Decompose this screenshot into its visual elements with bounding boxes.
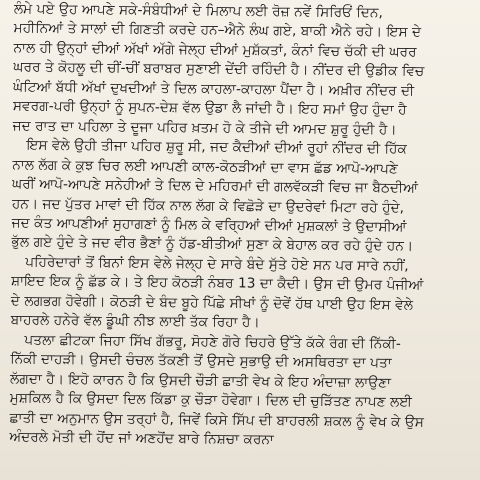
text-line: ਛਾਤੀ ਦਾ ਅਨੁਮਾਨ ਉਸ ਤਰ੍ਹਾਂ ਹੈ, ਜਿਵੇਂ ਕਿਸੇ ਸਿੱਪ ਦੀ ਬਾਹਰਲੀ ਸ਼ਕਲ ਨੂੰ ਵੇਖ ਕੇ ਉਸ	[9, 409, 425, 430]
text-line: ਅੰਦਰਲੇ ਮੋਤੀ ਦੀ ਹੋਂਦ ਜਾਂ ਅਣਹੋਂਦ ਬਾਰੇ ਨਿਸ਼ਚਾ ਕਰਨਾ	[9, 428, 275, 448]
text-line: ਲੰਮੇ ਪਏ ਉਹ ਆਪਣੇ ਸਕੇ-ਸੰਬੰਧੀਆਂ ਦੇ ਮਿਲਾਪ ਲਈ ਰੋਜ਼ ਨਵੇਂ ਸਿਰਿਓਂ ਦਿਨ,	[13, 0, 384, 21]
text-line: ਸਵਰਗ-ਪਰੀ ਉਨ੍ਹਾਂ ਨੂੰ ਸੁਪਨ-ਦੇਸ਼ ਵੱਲ ਉਡਾ ਲੈ ਜਾਂਦੀ ਹੈ। ਇਹ ਸਮਾਂ ਉਹ ਹੁੰਦਾ ਹੈ	[12, 98, 407, 119]
text-line: ਮੁਸ਼ਕਿਲ ਹੈ ਕਿ ਉਸਦਾ ਦਿਲ ਕਿੱਡਾ ਕੁ ਚੌੜਾ ਹੋਵੇਗਾ। ਦਿਲ ਦੀ ਚੁੜਿੱਤਣ ਨਾਪਣ ਲਈ	[9, 390, 413, 411]
paragraph-start-line: ਪਤਲਾ ਛੀਟਕਾ ਜਿਹਾ ਸਿੱਖ ਗੱਭਰੂ, ਸੋਹਣੇ ਗੋਰੇ ਚਿਹਰੇ ਉੱਤੇ ਕੱਕੇ ਰੰਗ ਦੀ ਨਿੱਕੀ-	[24, 331, 401, 352]
text-line: ਜਦ ਕੰਤ ਆਪਣੀਆਂ ਸੁਹਾਗਣਾਂ ਨੂੰ ਮਿਲ ਕੇ ਵਰ੍ਹਿਆਂ ਦੀਆਂ ਮੁਸ਼ਕਲਾਂ ਤੇ ਉਦਾਸੀਆਂ	[11, 214, 407, 236]
text-line: ਲੱਗਦਾ ਹੈ। ਇਹੋ ਕਾਰਨ ਹੈ ਕਿ ਉਸਦੀ ਚੌੜੀ ਛਾਤੀ ਵੇਖ ਕੇ ਇਹ ਅੰਦਾਜ਼ਾ ਲਾਉਣਾ	[9, 370, 392, 391]
text-line: ਨਾਲ ਹੀ ਉਨ੍ਹਾਂ ਦੀਆਂ ਅੱਖਾਂ ਅੱਗੇ ਜੇਲ੍ਹ ਦੀਆਂ ਮੁਸ਼ੱਕਤਾਂ, ਕੰਨਾਂ ਵਿਚ ਚੱਕੀ ਦੀ ਘਰਰ	[13, 39, 417, 61]
text-line: ਸ਼ਾਇਦ ਇਕ ਨੂੰ ਛੱਡ ਕੇ। ਤੇ ਇਹ ਕੋਠੜੀ ਨੰਬਰ 13 ਦਾ ਕੈਦੀ। ਉਸ ਦੀ ਉਮਰ ਪੰਜੀਆਂ	[10, 273, 424, 294]
text-line: ਦੇ ਲਗਭਗ ਹੋਵੇਗੀ। ਕੋਠੜੀ ਦੇ ਬੰਦ ਬੂਹੇ ਪਿੱਛੇ ਸੀਖਾਂ ਨੂੰ ਦੋਵੇਂ ਹੱਥ ਪਾਈ ਉਹ ਇਸ ਵੇਲੇ	[10, 292, 414, 313]
text-line: ਘੰਟਿਆਂ ਬੱਧੀ ਅੱਖਾਂ ਦੁਖਦੀਆਂ ਤੇ ਦਿਲ ਕਾਹਲਾ-ਕਾਹਲਾ ਪੈਂਦਾ ਹੈ। ਅਖ਼ੀਰ ਨੀਂਦਰ ਦੀ	[13, 78, 415, 100]
text-line: ਭੁੱਲ ਗਏ ਹੁੰਦੇ ਤੇ ਜਦ ਵੀਰ ਭੈਣਾਂ ਨੂੰ ਹੱਡ-ਬੀਤੀਆਂ ਸੁਣਾ ਕੇ ਬੇਹਾਲ ਕਰ ਰਹੇ ਹੁੰਦੇ ਹਨ।	[11, 234, 414, 255]
text-line: ਮਹੀਨਿਆਂ ਤੇ ਸਾਲਾਂ ਦੀ ਗਿਣਤੀ ਕਰਦੇ ਹਨ–ਐਨੇ ਲੰਘ ਗਏ, ਬਾਕੀ ਐਨੇ ਰਹੇ। ਇਸ ਦੇ	[13, 20, 422, 41]
text-line: ਘਰਰ ਤੇ ਕੋਹਲੂ ਦੀ ਚੀਂ-ਚੀਂ ਬਰਾਬਰ ਸੁਣਾਈ ਦੇਂਦੀ ਰਹਿੰਦੀ ਹੈ। ਨੀਂਦਰ ਦੀ ਉਡੀਕ ਵਿਚ	[13, 59, 425, 80]
page-text	[9, 0, 472, 452]
paragraph-start-line: ਪਹਿਰੇਦਾਰਾਂ ਤੋਂ ਬਿਨਾਂ ਇਸ ਵੇਲੇ ਜੇਲ੍ਹ ਦੇ ਸਾਰੇ ਬੰਦੇ ਸੁੱਤੇ ਹੋਏ ਸਨ ਪਰ ਸਾਰੇ ਨਹੀਂ,	[25, 254, 409, 275]
text-line: ਨਿੱਕੀ ਦਾਹੜੀ। ਉਸਦੀ ਚੰਚਲ ਤੱਕਣੀ ਤੋਂ ਉਸਦੇ ਸੁਭਾਉ ਦੀ ਅਸਥਿਰਤਾ ਦਾ ਪਤਾ	[10, 351, 392, 372]
text-line: ਘਰੀਂ ਆਪੋ-ਆਪਣੇ ਸਨੇਹੀਆਂ ਤੇ ਦਿਲ ਦੇ ਮਹਿਰਮਾਂ ਦੀ ਗਲਵੱਕੜੀ ਵਿਚ ਜਾ ਬੈਠਦੀਆਂ	[11, 176, 419, 197]
text-line: ਹਨ। ਜਦ ਪੁੱਤਰ ਮਾਵਾਂ ਦੀ ਹਿੱਕ ਨਾਲ ਲੱਗ ਕੇ ਵਿਛੋੜੇ ਦਾ ਉਦਰੇਵਾਂ ਮਿਟਾ ਰਹੇ ਹੁੰਦੇ,	[11, 195, 405, 216]
text-line: ਬਾਹਰਲੇ ਹਨੇਰੇ ਵੱਲ ਡੂੰਘੀ ਨੀਝ ਲਾਈ ਤੱਕ ਰਿਹਾ ਹੈ।	[10, 312, 260, 331]
text-line: ਜਦ ਰਾਤ ਦਾ ਪਹਿਲਾ ਤੇ ਦੂਜਾ ਪਹਿਰ ਖ਼ਤਮ ਹੋ ਕੇ ਤੀਜੇ ਦੀ ਆਮਦ ਸ਼ੁਰੂ ਹੁੰਦੀ ਹੈ।	[12, 117, 397, 138]
paragraph-start-line: ਇਸ ਵੇਲੇ ਉਹੀ ਤੀਜਾ ਪਹਿਰ ਸ਼ੁਰੂ ਸੀ, ਜਦ ਕੈਦੀਆਂ ਦੀਆਂ ਰੂਹਾਂ ਨੀਂਦਰ ਦੀ ਹਿੱਕ	[26, 137, 407, 158]
text-line: ਨਾਲ ਲੱਗ ਕੇ ਕੁਝ ਚਿਰ ਲਈ ਆਪਣੀ ਕਾਲ-ਕੋਠੜੀਆਂ ਦਾ ਵਾਸ ਛੱਡ ਆਪੋ-ਆਪਣੇ	[12, 156, 398, 177]
